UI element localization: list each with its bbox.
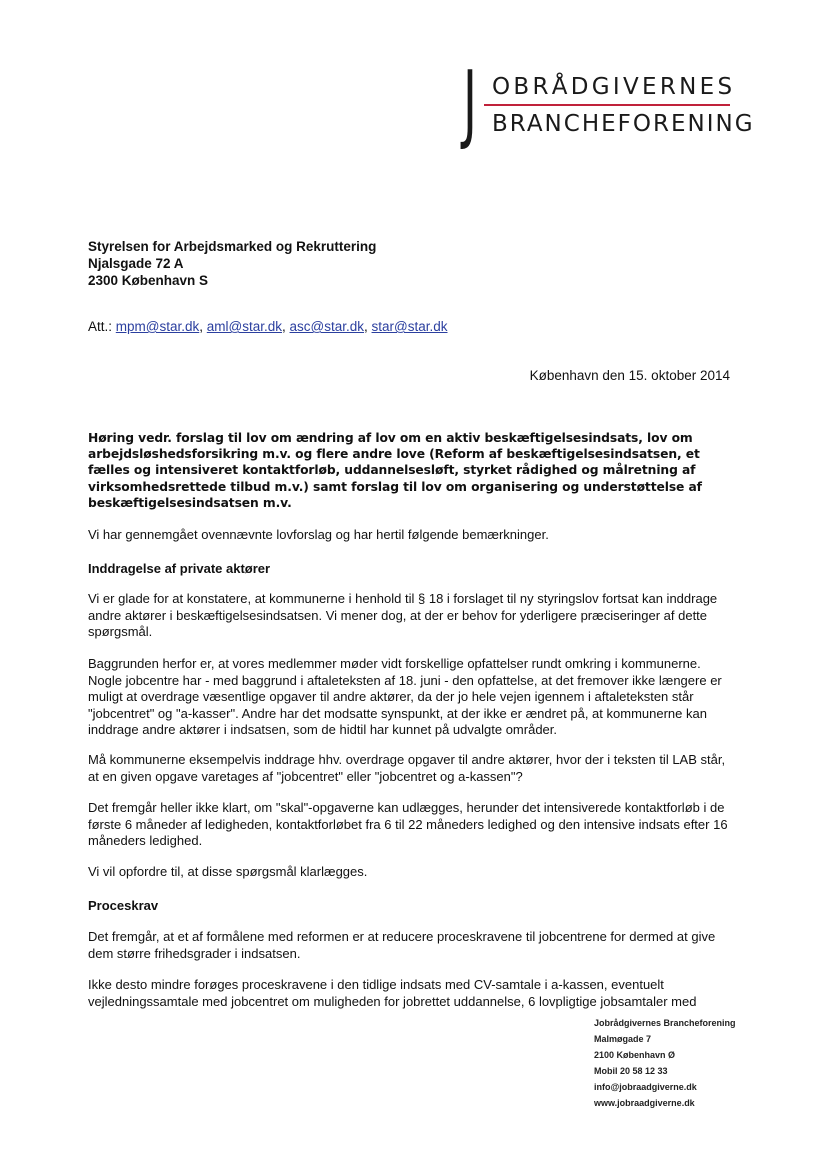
footer-contact [594,1015,736,1111]
paragraph: Ikke desto mindre forøges proceskravene i den tidlige indsats med CV-samtale i a-kassen, eventuelt vejledningssamtale med jobcentret om muligheden for jobrettet uddannelse, 6 lovpligtige jobsamtaler med [88,977,697,1009]
paragraph: Det fremgår, at et af formålene med reformen er at reducere proceskravene til jobcentrene for dermed at give dem større frihedsgrader i indsatsen. [88,929,716,961]
email-link-asc[interactable]: asc@star.dk [289,319,365,334]
att-line: Att.: mpm@star.dk, aml@star.dk, asc@star.dk, star@star.dk [88,319,448,334]
logo-line-2: BRANCHEFORENING [492,111,755,137]
paragraph: Det fremgår heller ikke klart, om "skal"-opgaverne kan udlægges, herunder det intensiverede kontaktforløb i de første 6 måneder af ledigheden, kontaktforløbet fra 6 til 22 måneders ledighed og den intensive indsats efter 16 måneders ledighed. [88,800,728,848]
logo-line-1: OBRÅDGIVERNES [492,74,736,100]
footer-email: info@jobraadgiverne.dk [594,1082,697,1092]
intro-paragraph: Vi har gennemgået ovennævnte lovforslag og har hertil følgende bemærkninger. [88,527,549,542]
footer-org: Jobrådgivernes Brancheforening [594,1018,736,1028]
recipient-address [88,238,376,289]
paragraph: Vi vil opfordre til, at disse spørgsmål klarlægges. [88,864,368,879]
section-heading-process-requirements: Proceskrav [88,898,159,913]
email-link-mpm[interactable]: mpm@star.dk [115,319,200,334]
subject-heading: Høring vedr. forslag til lov om ændring af lov om en aktiv beskæftigelsesindsats, lov om arbejdsløshedsforsikring m.v. og flere andre love (Reform af beskæftigelsesindsatsen, et fælles og intensiveret kontaktforløb, uddannelsesløft, styrket rådighed og målretning af virksomhedsrettede tilbud m.v.) samt forslag til lov om organisering og understøttelse af beskæftigelsesindsatsen m.v. [88,431,702,510]
section-heading-private-actors: Inddragelse af private aktører [88,561,271,576]
recipient-name: Styrelsen for Arbejdsmarked og Rekruttering [88,239,377,254]
logo-rule [484,104,730,106]
recipient-city: 2300 København S [88,273,209,288]
paragraph: Må kommunerne eksempelvis inddrage hhv. overdrage opgaver til andre aktører, hvor der i teksten til LAB står, at en given opgave varetages af "jobcentret" eller "jobcentret og a-kassen"? [88,752,726,784]
email-link-star[interactable]: star@star.dk [371,319,448,334]
paragraph: Baggrunden herfor er, at vores medlemmer møder vidt forskellige opfattelser rundt omkring i kommunerne. Nogle jobcentre har - med baggrund i aftaleteksten af 18. juni - den opfattelse, at det fremover ikke længere er muligt at overdrage væsentlige opgaver til andre aktører, da der jo hele vejen igennem i aftaleteksten står "jobcentret" og "a-kasser". Andre har det modsatte synspunkt, at der ikke er ændret på, at kommunerne kan inddrage andre aktører i indsatsen, som de hidtil har kunnet på udvalgte områder. [88,656,722,737]
paragraph: Vi er glade for at konstatere, at kommunerne i henhold til § 18 i forslaget til ny styringslov fortsat kan inddrage andre aktører i beskæftigelsesindsatsen. Vi mener dog, at der er behov for yderligere præciseringer af dette spørgsmål. [88,591,718,639]
att-label: Att.: [88,319,113,334]
logo-letter-j: J [463,53,477,153]
recipient-street: Njalsgade 72 A [88,256,184,271]
footer-city: 2100 København Ø [594,1050,676,1060]
letter-date: København den 15. oktober 2014 [529,368,730,383]
footer-phone: Mobil 20 58 12 33 [594,1066,668,1076]
email-link-aml[interactable]: aml@star.dk [206,319,283,334]
footer-web: www.jobraadgiverne.dk [594,1098,695,1108]
footer-street: Malmøgade 7 [594,1034,652,1044]
